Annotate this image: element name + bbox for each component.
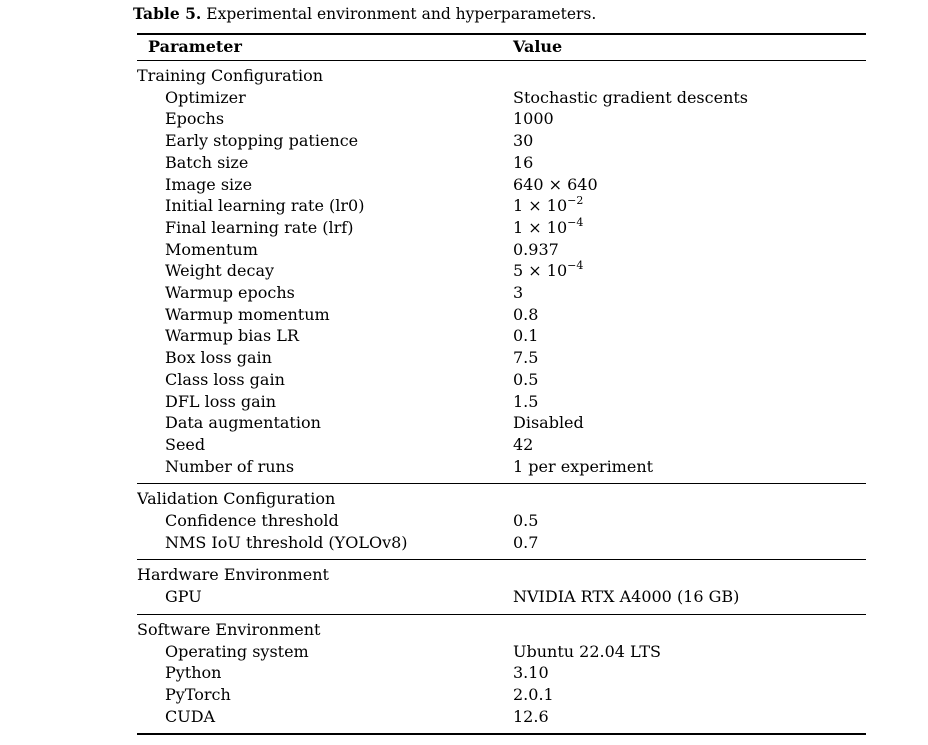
value-text: 0.1 [513,326,539,346]
value-text: 0.8 [513,304,539,324]
parameter-cell: Confidence threshold [165,511,339,531]
value-text: Disabled [513,413,584,433]
value-cell [513,347,866,369]
column-header-parameter: Parameter [137,34,513,61]
value-text: 0.5 [513,369,539,389]
value-cell [513,434,866,456]
table-row [137,282,866,304]
value-text: 1 per experiment [513,456,654,476]
value-text: 12.6 [513,706,549,726]
value-cell [513,174,866,196]
table-row [137,239,866,261]
header-row [137,34,866,61]
value-text: Ubuntu 22.04 LTS [513,641,661,661]
value-text: 640 × 640 [513,174,598,194]
table-row [137,662,866,684]
value-cell [513,195,866,217]
value-text: Stochastic gradient descents [513,87,749,107]
hyperparameters-table [137,33,866,735]
value-cell [513,152,866,174]
value-text: 3 [513,283,524,303]
table-row [137,684,866,706]
table-row [137,108,866,130]
parameter-cell: Class loss gain [165,369,285,389]
value-text: 1000 [513,109,554,129]
value-text: 1.5 [513,391,539,411]
parameter-cell: Operating system [165,641,309,661]
value-exponent: −4 [567,216,584,229]
table-row [137,586,866,614]
value-exponent: −2 [567,195,584,207]
value-cell [513,412,866,434]
value-cell [513,282,866,304]
caption-label: Table 5. [133,4,202,23]
table-header [137,34,866,61]
value-text: 7.5 [513,348,539,368]
parameter-cell: NMS IoU threshold (YOLOv8) [165,532,408,552]
parameter-cell: Early stopping patience [165,131,359,151]
table-row [137,347,866,369]
table-row [137,152,866,174]
value-cell [513,391,866,413]
parameter-cell: Image size [165,174,253,194]
table-section [137,484,866,560]
parameter-cell: Box loss gain [165,348,272,368]
value-text: NVIDIA RTX A4000 (16 GB) [513,587,740,607]
value-cell [513,662,866,684]
caption-text: Experimental environment and hyperparameters. [206,5,597,23]
parameter-cell: Final learning rate (lrf) [165,217,354,237]
value-text: 1 × 10 [513,196,568,216]
section-header-label: Software Environment [137,619,321,639]
parameter-cell: Weight decay [165,261,275,281]
parameter-cell: Warmup momentum [165,304,330,324]
table-section [137,61,866,484]
parameter-cell: Warmup bias LR [165,326,299,346]
parameter-cell: Seed [165,434,206,454]
value-text: 5 × 10 [513,261,568,281]
value-cell [513,706,866,735]
table-row [137,369,866,391]
section-header-label: Training Configuration [137,66,324,85]
section-header-row [137,61,866,87]
parameter-cell: DFL loss gain [165,391,277,411]
value-cell [513,304,866,326]
parameter-cell: Data augmentation [165,413,321,433]
value-cell [513,130,866,152]
value-cell [513,325,866,347]
parameter-cell: CUDA [165,706,216,726]
section-header-row [137,560,866,586]
parameter-cell: Optimizer [165,87,246,107]
table-row [137,304,866,326]
table-row [137,434,866,456]
value-text: 2.0.1 [513,684,554,704]
value-cell [513,369,866,391]
table-section [137,614,866,734]
parameter-cell: Batch size [165,152,249,172]
table-row [137,391,866,413]
table-row [137,706,866,735]
value-cell [513,510,866,532]
section-header-label: Hardware Environment [137,565,329,585]
table-row [137,412,866,434]
value-cell [513,532,866,560]
value-cell [513,260,866,282]
value-text: 1 × 10 [513,217,568,237]
table-row [137,456,866,484]
parameter-cell: Python [165,663,222,683]
value-text: 16 [513,152,534,172]
parameter-cell: Number of runs [165,456,295,476]
table-section [137,560,866,614]
table-row [137,217,866,239]
parameter-cell: GPU [165,587,202,607]
table-row [137,260,866,282]
value-cell [513,456,866,484]
value-cell [513,586,866,614]
value-text: 0.7 [513,532,539,552]
column-header-value: Value [513,34,866,61]
parameter-cell: PyTorch [165,684,231,704]
value-cell [513,239,866,261]
table-row [137,87,866,109]
table-row [137,325,866,347]
section-header-row [137,614,866,640]
parameter-cell: Momentum [165,239,258,259]
table-row [137,130,866,152]
value-text: 30 [513,131,534,151]
table-row [137,174,866,196]
value-cell [513,217,866,239]
table-row [137,641,866,663]
value-text: 0.937 [513,239,559,259]
table-row [137,510,866,532]
parameter-cell: Epochs [165,109,225,129]
value-text: 3.10 [513,663,549,683]
value-cell [513,641,866,663]
section-header-label: Validation Configuration [137,489,336,509]
value-cell [513,87,866,109]
table-row [137,195,866,217]
value-cell [513,684,866,706]
parameter-cell: Warmup epochs [165,283,295,303]
value-text: 0.5 [513,511,539,531]
table-row [137,532,866,560]
value-cell [513,108,866,130]
table-caption [133,4,596,24]
parameter-cell: Initial learning rate (lr0) [165,196,365,216]
section-header-row [137,484,866,510]
value-exponent: −4 [567,260,584,272]
value-text: 42 [513,434,534,454]
